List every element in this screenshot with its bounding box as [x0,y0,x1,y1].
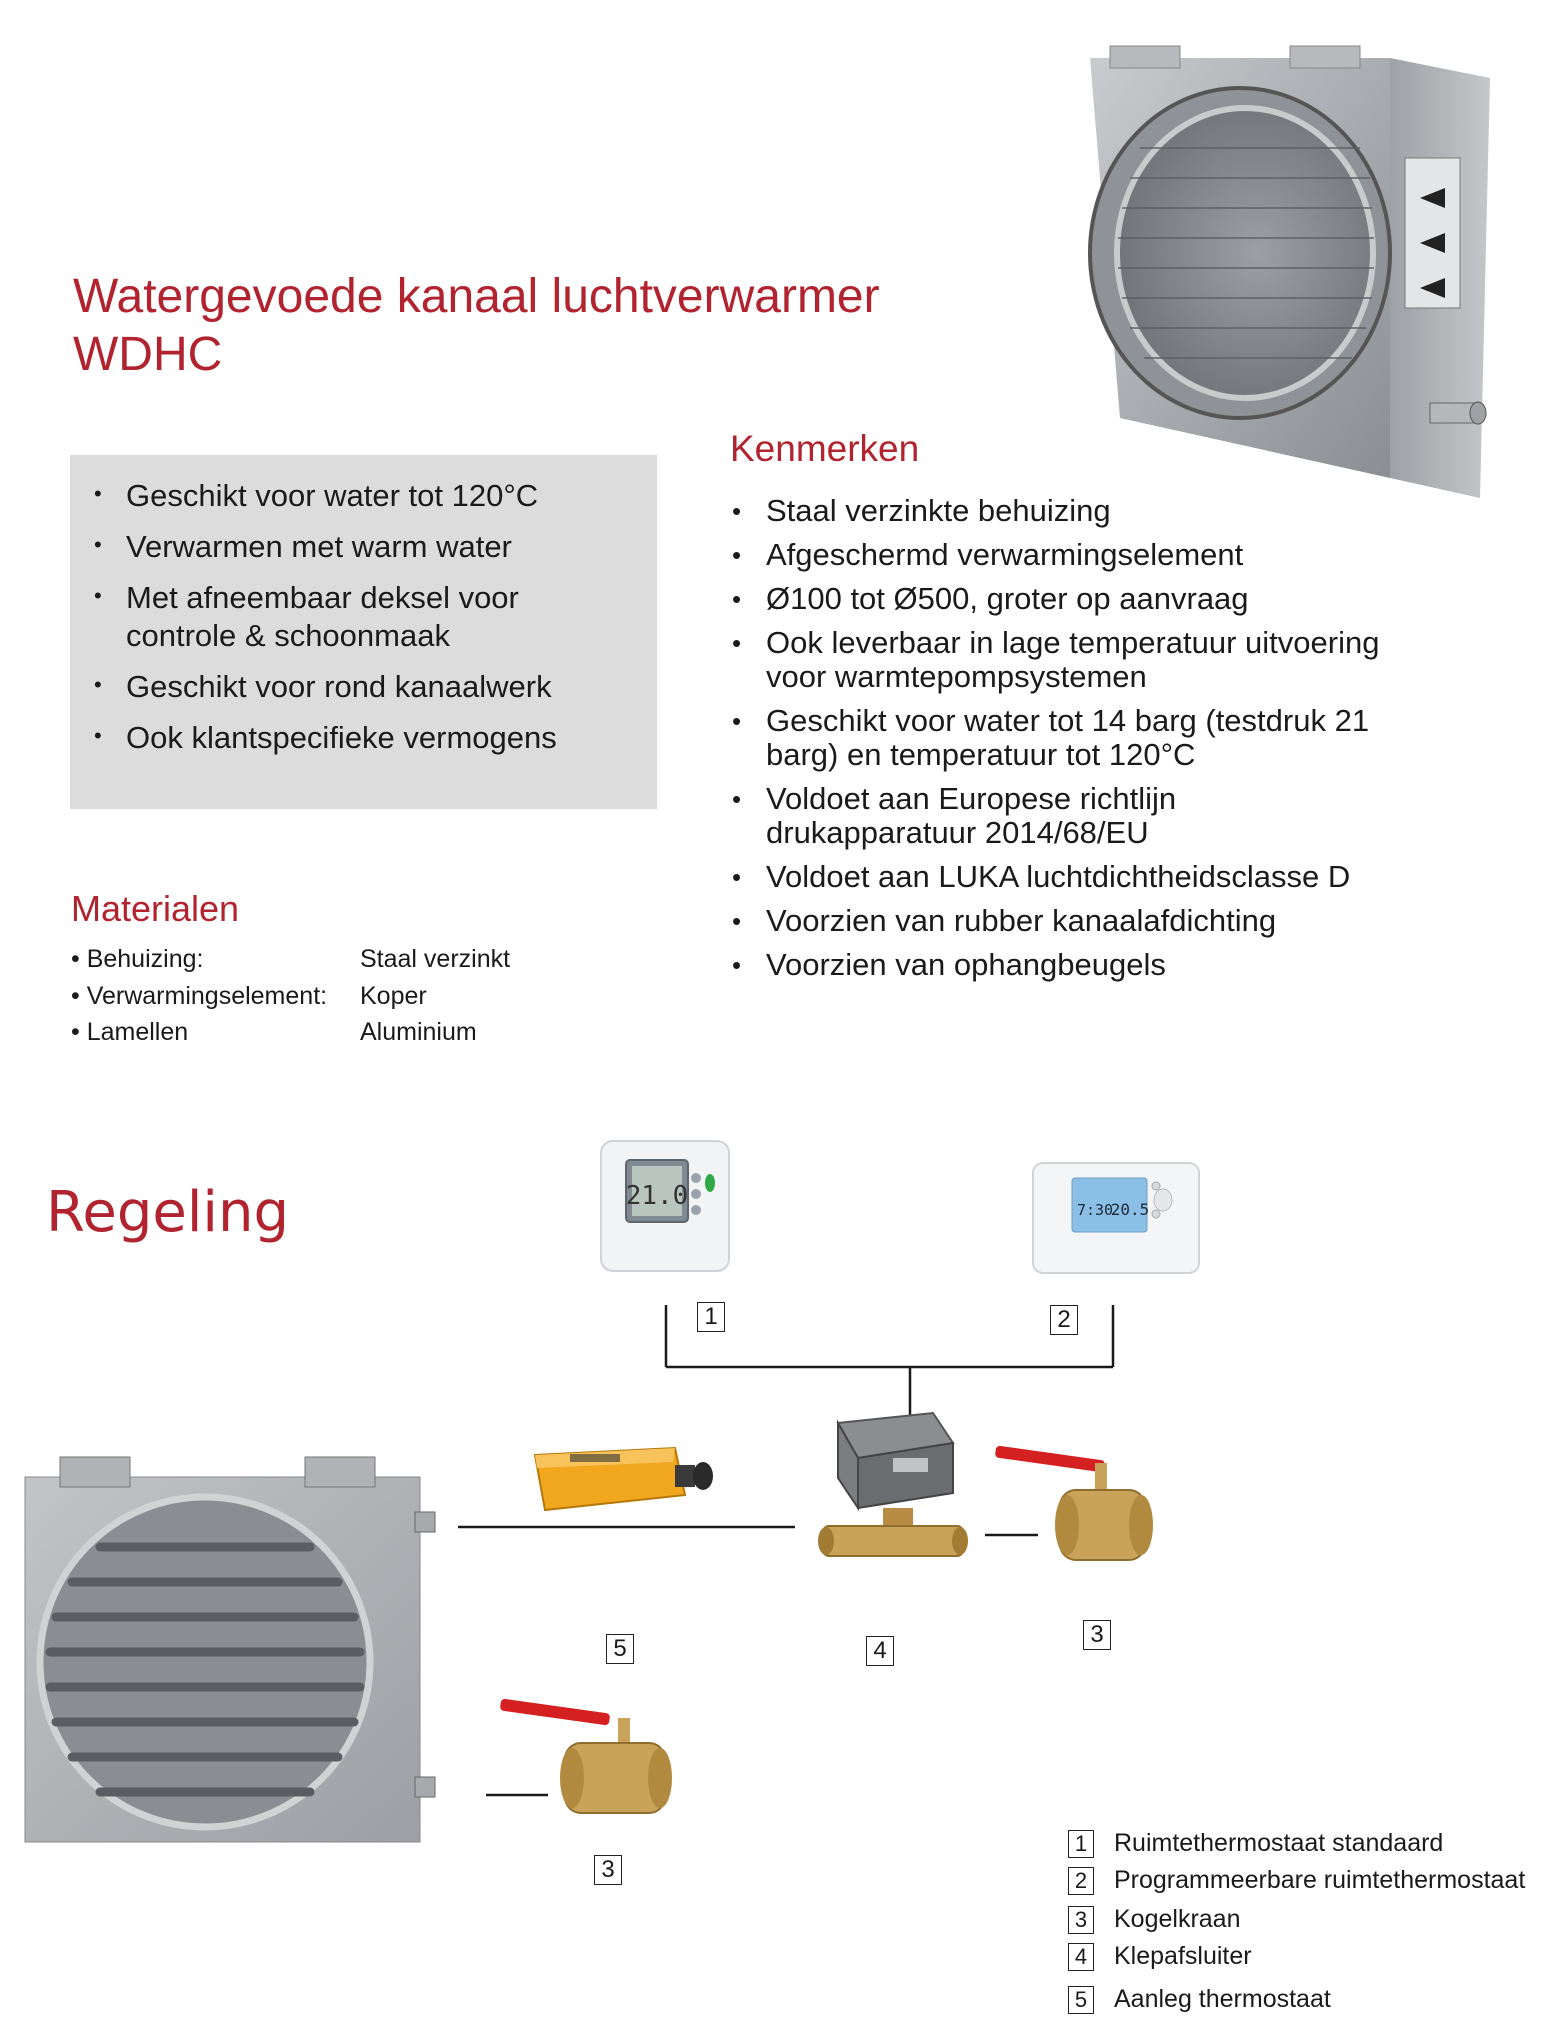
kenmerken-item: • Ook leverbaar in lage temperatuur uitvoering voor warmtepompsystemen [730,626,1446,694]
zone-valve-icon [818,1408,968,1568]
kenmerken-item: • Voldoet aan Europese richtlijn drukapparatuur 2014/68/EU [730,782,1236,850]
kenmerken-item: • Ø100 tot Ø500, groter op aanvraag [730,582,1530,616]
legend-number: 2 [1068,1867,1094,1895]
legend-item [1068,1942,1252,1974]
regeling-heading: Regeling [46,1180,290,1245]
materialen-key: • Behuizing: [71,945,204,973]
duct-heater-photo-front [20,1452,440,1854]
summary-item: • Ook klantspecifieke vermogens [92,719,642,757]
thermostat2-temp: 20.5 [1110,1200,1150,1219]
diagram-label-3-bottom: 3 [594,1855,622,1885]
materialen-value: Aluminium [360,1018,477,1046]
materialen-key: • Lamellen [71,1018,189,1046]
materialen-value: Koper [360,982,427,1010]
legend-item [1068,1985,1331,2017]
legend-number: 4 [1068,1943,1094,1971]
summary-item: • Geschikt voor rond kanaalwerk [92,668,642,706]
thermostat1-display: 21.0 [625,1181,689,1211]
room-thermostat-standard-icon [598,1138,734,1278]
legend-item [1068,1866,1525,1898]
kenmerken-item: • Voorzien van ophangbeugels [730,948,1530,982]
diagram-label-4: 4 [866,1636,894,1666]
diagram-label-5: 5 [606,1634,634,1664]
diagram-label-1: 1 [697,1302,725,1332]
clamp-thermostat-icon [525,1440,720,1520]
legend-text: Klepafsluiter [1114,1942,1252,1970]
page-title-line1: Watergevoede kanaal luchtverwarmer [73,270,880,323]
kenmerken-item: • Voldoet aan LUKA luchtdichtheidsclasse D [730,860,1530,894]
materialen-value: Staal verzinkt [360,945,511,973]
legend-number: 3 [1068,1906,1094,1934]
summary-item: • Met afneembaar deksel voor controle & schoonmaak [92,579,606,655]
summary-item: • Geschikt voor water tot 120°C [92,477,642,515]
legend-text: Kogelkraan [1114,1905,1241,1933]
legend-item [1068,1829,1443,1861]
thermostat2-time: 7:30 [1076,1201,1114,1219]
summary-item: • Verwarmen met warm water [92,528,642,566]
kenmerken-item: • Afgeschermd verwarmingselement [730,538,1530,572]
room-thermostat-programmable-icon [1030,1160,1202,1278]
kenmerken-item: • Staal verzinkte behuizing [730,494,1530,528]
legend-number: 1 [1068,1830,1094,1858]
kenmerken-heading: Kenmerken [730,428,920,469]
legend-text: Programmeerbare ruimtethermostaat [1114,1866,1526,1894]
page-title-line2: WDHC [73,328,223,381]
legend-number: 5 [1068,1986,1094,2014]
legend-text: Ruimtethermostaat standaard [1114,1829,1444,1857]
materialen-heading: Materialen [71,888,240,929]
diagram-label-3: 3 [1083,1620,1111,1650]
kenmerken-item: • Voorzien van rubber kanaalafdichting [730,904,1530,938]
materialen-key: • Verwarmingselement: [71,982,328,1010]
diagram-label-2: 2 [1050,1305,1078,1335]
legend-item [1068,1905,1240,1937]
legend-text: Aanleg thermostaat [1114,1985,1331,2013]
ball-valve-right-icon [995,1445,1170,1570]
kenmerken-item: • Geschikt voor water tot 14 barg (testdruk 21 barg) en temperatuur tot 120°C [730,704,1446,772]
ball-valve-bottom-icon [500,1698,675,1823]
